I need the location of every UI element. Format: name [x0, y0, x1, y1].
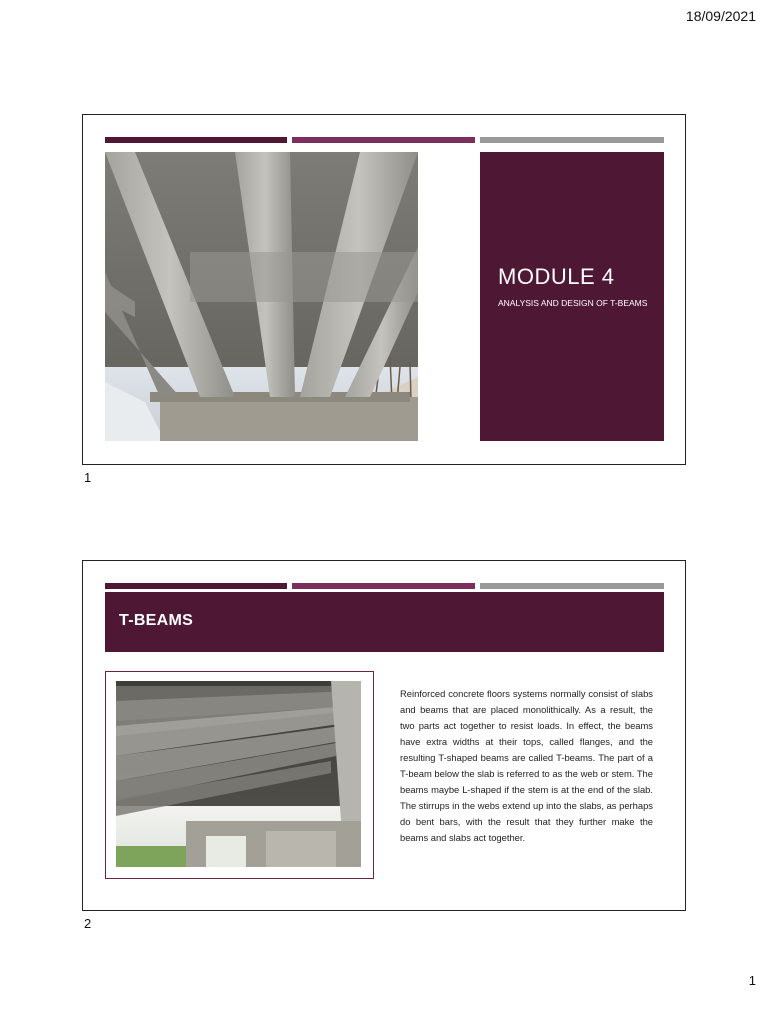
module-title: MODULE 4 [498, 264, 615, 289]
slide-number: 1 [84, 470, 92, 485]
accent-bar-dark [105, 137, 287, 143]
page-number: 1 [748, 973, 756, 988]
accent-bar-gray [480, 137, 664, 143]
accent-bar-dark [105, 583, 287, 589]
slide-2 [82, 560, 686, 911]
accent-bars [105, 137, 664, 143]
slide-number: 2 [84, 916, 92, 931]
slide-title: T-BEAMS [119, 612, 194, 629]
bridge-underside-photo [105, 152, 418, 441]
title-panel [480, 152, 664, 441]
photo-frame [105, 671, 374, 879]
accent-bar-medium [292, 137, 475, 143]
module-subtitle: ANALYSIS AND DESIGN OF T-BEAMS [498, 298, 648, 308]
print-date: 18/09/2021 [685, 8, 756, 24]
accent-bar-medium [292, 583, 475, 589]
slide-1 [82, 114, 686, 465]
slide-body-text: Reinforced concrete floors systems normally consist of slabs and beams that are placed monolithically. As a result, the two parts act together to resist loads. In effect, the beams have extra widths at their tops, called flanges, and the resulting T-shaped beams are called T-beams. The part of a T-beam below the slab is referred to as the web or stem. The beams maybe L-shaped if the stem is at the end of the slab. The stirrups in the webs extend up into the slabs, as perhaps do bent bars, with the result that they further make the beams and slabs act together. [400, 688, 653, 843]
slide-header [105, 592, 664, 652]
bridge-girders-photo [116, 681, 361, 867]
accent-bars [105, 583, 664, 589]
accent-bar-gray [480, 583, 664, 589]
